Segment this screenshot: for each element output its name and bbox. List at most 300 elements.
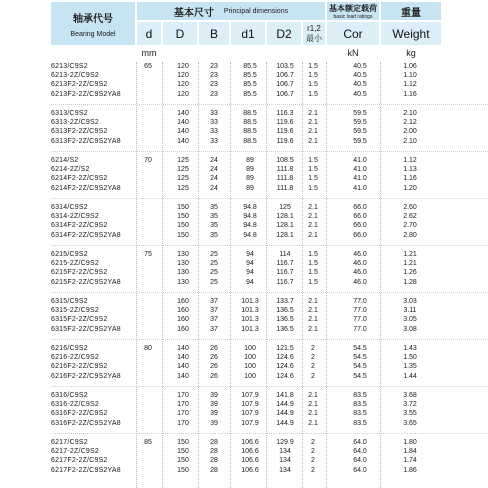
- model-cell: 6316-2Z/C9S2: [51, 401, 99, 409]
- d1-cell: 85.5: [243, 90, 257, 98]
- d1-cell: 106.6: [241, 448, 259, 456]
- outer-diameter-cell: 125: [177, 166, 189, 174]
- outer-diameter-cell: 140: [177, 372, 189, 380]
- outer-diameter-cell: 170: [177, 419, 189, 427]
- group-divider: [51, 339, 488, 340]
- table-row: [0, 315, 488, 324]
- chamfer-cell: 1.5: [308, 269, 318, 277]
- load-rating-cell: 41.0: [353, 175, 367, 183]
- load-rating-cell: 64.0: [353, 439, 367, 446]
- outer-diameter-cell: 170: [177, 392, 189, 399]
- model-header-en: Bearing Model: [70, 30, 116, 38]
- chamfer-cell: 2.1: [308, 222, 318, 230]
- outer-diameter-cell: 140: [177, 345, 189, 352]
- D2-cell: 124.6: [276, 354, 294, 362]
- D2-cell: 129.9: [276, 439, 294, 446]
- outer-diameter-cell: 170: [177, 410, 189, 418]
- D2-cell: 136.5: [276, 325, 294, 333]
- d1-cell: 100: [244, 363, 256, 371]
- table-row: [0, 325, 488, 334]
- D2-cell: 144.9: [276, 401, 294, 409]
- D2-cell: 106.7: [276, 90, 294, 98]
- width-cell: 23: [210, 90, 218, 98]
- outer-diameter-cell: 140: [177, 354, 189, 362]
- table-row: [0, 118, 488, 127]
- d1-cell: 88.5: [243, 110, 257, 117]
- width-cell: 33: [210, 110, 218, 117]
- dims-header-en: Principal dimensions: [223, 7, 289, 15]
- model-cell: 6213/C9S2: [51, 63, 88, 70]
- load-rating-cell: 66.0: [353, 213, 367, 221]
- d-cell: 85: [144, 439, 152, 446]
- table-row: [0, 447, 488, 456]
- width-cell: 25: [210, 269, 218, 277]
- D2-cell: 103.5: [276, 63, 294, 70]
- dims-header-zh: 基本尺寸: [173, 7, 214, 19]
- width-cell: 37: [210, 325, 218, 333]
- chamfer-cell: 2.1: [308, 419, 318, 427]
- d1-cell: 107.9: [241, 410, 259, 418]
- d1-cell: 107.9: [241, 392, 259, 399]
- d-cell: 65: [144, 63, 152, 70]
- load-rating-cell: 77.0: [353, 325, 367, 333]
- width-cell: 39: [210, 401, 218, 409]
- D2-cell: 134: [279, 466, 291, 474]
- D2-cell: 128.1: [276, 213, 294, 221]
- outer-diameter-cell: 130: [177, 260, 189, 268]
- weight-cell: 1.43: [403, 345, 417, 352]
- col-r-label: r1,2: [307, 23, 321, 33]
- width-cell: 39: [210, 419, 218, 427]
- table-row: [0, 109, 488, 118]
- model-cell: 6214-2Z/S2: [51, 166, 90, 174]
- d1-cell: 106.6: [241, 439, 259, 446]
- table-row: [0, 80, 488, 89]
- d1-cell: 106.6: [241, 457, 259, 465]
- model-cell: 6314F2-2Z/C9S2: [51, 222, 108, 230]
- d1-cell: 101.3: [241, 298, 259, 305]
- outer-diameter-cell: 150: [177, 466, 189, 474]
- weight-header-zh: 重量: [401, 7, 421, 19]
- model-cell: 6217-2Z/C9S2: [51, 448, 99, 456]
- d1-cell: 94: [246, 251, 254, 258]
- weight-cell: 2.00: [403, 128, 417, 136]
- weight-cell: 2.70: [403, 222, 417, 230]
- table-row: [0, 90, 488, 99]
- width-cell: 28: [210, 457, 218, 465]
- weight-cell: 1.84: [403, 448, 417, 456]
- weight-cell: 1.16: [403, 175, 417, 183]
- weight-cell: 1.16: [403, 90, 417, 98]
- weight-cell: 2.12: [403, 119, 417, 127]
- model-cell: 6216F2-2Z/C9S2YA8: [51, 372, 121, 380]
- unit-kN: kN: [347, 47, 359, 58]
- col-B-label: B: [209, 26, 218, 41]
- weight-cell: 1.20: [403, 184, 417, 192]
- D2-cell: 124.6: [276, 372, 294, 380]
- table-row: [0, 456, 488, 465]
- width-cell: 25: [210, 278, 218, 286]
- d1-cell: 107.9: [241, 401, 259, 409]
- table-header: [0, 0, 488, 59]
- model-cell: 6217/C9S2: [51, 439, 88, 446]
- chamfer-cell: 2.1: [308, 392, 318, 399]
- d1-cell: 85.5: [243, 72, 257, 80]
- d1-cell: 94: [246, 269, 254, 277]
- d1-cell: 101.3: [241, 325, 259, 333]
- load-rating-cell: 40.5: [353, 81, 367, 89]
- model-cell: 6215F2-2Z/C9S2: [51, 269, 108, 277]
- load-rating-cell: 77.0: [353, 307, 367, 315]
- load-header-en: basic load ratings: [333, 13, 373, 20]
- width-cell: 26: [210, 372, 218, 380]
- chamfer-cell: 2: [311, 448, 315, 456]
- D2-cell: 108.5: [276, 157, 294, 164]
- width-cell: 35: [210, 204, 218, 211]
- model-cell: 6316F2-2Z/C9S2: [51, 410, 108, 418]
- col-d1-label: d1: [241, 26, 255, 41]
- width-cell: 24: [210, 166, 218, 174]
- load-rating-cell: 46.0: [353, 278, 367, 286]
- D2-cell: 116.7: [276, 278, 294, 286]
- weight-cell: 1.86: [403, 466, 417, 474]
- width-cell: 25: [210, 260, 218, 268]
- table-row: [0, 156, 488, 165]
- table-row: [0, 137, 488, 146]
- group-divider: [51, 386, 488, 387]
- table-row: [0, 250, 488, 259]
- D2-cell: 106.7: [276, 81, 294, 89]
- outer-diameter-cell: 140: [177, 128, 189, 136]
- D2-cell: 111.8: [276, 166, 294, 174]
- d1-cell: 94: [246, 260, 254, 268]
- table-row: [0, 466, 488, 475]
- group-divider: [51, 292, 488, 293]
- model-cell: 6313/C9S2: [51, 110, 88, 117]
- load-header-zh: 基本额定载荷: [329, 3, 377, 13]
- weight-cell: 1.44: [403, 372, 417, 380]
- model-cell: 6215-2Z/C9S2: [51, 260, 99, 268]
- load-rating-cell: 59.5: [353, 137, 367, 145]
- D2-cell: 125: [279, 204, 291, 211]
- chamfer-cell: 2: [311, 345, 315, 352]
- D2-cell: 121.5: [276, 345, 294, 352]
- load-header: [327, 2, 379, 20]
- d1-cell: 88.5: [243, 128, 257, 136]
- col-weight: [381, 22, 441, 45]
- load-rating-cell: 64.0: [353, 448, 367, 456]
- D2-cell: 134: [279, 457, 291, 465]
- model-cell: 6313F2-2Z/C9S2: [51, 128, 108, 136]
- dims-header: [137, 2, 325, 20]
- load-rating-cell: 83.5: [353, 401, 367, 409]
- d1-cell: 100: [244, 372, 256, 380]
- model-cell: 6215/C9S2: [51, 251, 88, 258]
- d1-cell: 88.5: [243, 119, 257, 127]
- table-row: [0, 184, 488, 193]
- load-rating-cell: 41.0: [353, 166, 367, 174]
- table-row: [0, 306, 488, 315]
- D2-cell: 116.7: [276, 269, 294, 277]
- load-rating-cell: 40.5: [353, 63, 367, 70]
- D2-cell: 136.5: [276, 307, 294, 315]
- chamfer-cell: 1.5: [308, 175, 318, 183]
- D2-cell: 119.6: [276, 137, 294, 145]
- model-cell: 6315/C9S2: [51, 298, 88, 305]
- D2-cell: 119.6: [276, 119, 294, 127]
- load-rating-cell: 66.0: [353, 222, 367, 230]
- col-cor-label: Cor: [343, 26, 363, 41]
- model-cell: 6216F2-2Z/C9S2: [51, 363, 108, 371]
- model-cell: 6214/S2: [51, 157, 79, 164]
- width-cell: 39: [210, 410, 218, 418]
- model-cell: 6315-2Z/C9S2: [51, 307, 99, 315]
- col-D-label: D: [175, 26, 185, 41]
- load-rating-cell: 41.0: [353, 157, 367, 164]
- outer-diameter-cell: 170: [177, 401, 189, 409]
- col-d-label: d: [145, 26, 153, 41]
- chamfer-cell: 2.1: [308, 316, 318, 324]
- d1-cell: 94.8: [243, 204, 257, 211]
- width-cell: 28: [210, 466, 218, 474]
- chamfer-cell: 1.5: [308, 157, 318, 164]
- weight-cell: 1.28: [403, 278, 417, 286]
- d-cell: 80: [144, 345, 152, 352]
- unit-mm: mm: [141, 47, 157, 58]
- unit-kg: kg: [406, 47, 416, 58]
- col-d1: [231, 22, 265, 45]
- outer-diameter-cell: 150: [177, 457, 189, 465]
- D2-cell: 128.1: [276, 231, 294, 239]
- model-cell: 6313-2Z/C9S2: [51, 119, 99, 127]
- width-cell: 23: [210, 72, 218, 80]
- d1-cell: 89: [246, 175, 254, 183]
- load-rating-cell: 66.0: [353, 204, 367, 211]
- d1-cell: 85.5: [243, 81, 257, 89]
- table-row: [0, 391, 488, 400]
- table-row: [0, 372, 488, 381]
- chamfer-cell: 1.5: [308, 72, 318, 80]
- group-divider: [51, 104, 488, 105]
- load-rating-cell: 46.0: [353, 260, 367, 268]
- outer-diameter-cell: 130: [177, 269, 189, 277]
- width-cell: 33: [210, 137, 218, 145]
- outer-diameter-cell: 150: [177, 439, 189, 446]
- model-cell: 6214F2-2Z/C9S2YA8: [51, 184, 121, 192]
- width-cell: 39: [210, 392, 218, 399]
- d1-cell: 89: [246, 166, 254, 174]
- outer-diameter-cell: 130: [177, 278, 189, 286]
- outer-diameter-cell: 160: [177, 325, 189, 333]
- table-row: [0, 438, 488, 447]
- chamfer-cell: 2: [311, 457, 315, 465]
- weight-cell: 1.12: [403, 81, 417, 89]
- d1-cell: 89: [246, 157, 254, 164]
- weight-cell: 3.11: [403, 307, 417, 315]
- load-rating-cell: 64.0: [353, 466, 367, 474]
- chamfer-cell: 2.1: [308, 401, 318, 409]
- model-cell: 6215F2-2Z/C9S2YA8: [51, 278, 121, 286]
- D2-cell: 134: [279, 448, 291, 456]
- model-cell: 6314/C9S2: [51, 204, 88, 211]
- chamfer-cell: 2: [311, 372, 315, 380]
- model-cell: 6216-2Z/C9S2: [51, 354, 99, 362]
- load-rating-cell: 54.5: [353, 372, 367, 380]
- col-D: [163, 22, 197, 45]
- model-cell: 6314-2Z/C9S2: [51, 213, 99, 221]
- chamfer-cell: 2.1: [308, 119, 318, 127]
- weight-cell: 2.62: [403, 213, 417, 221]
- load-rating-cell: 41.0: [353, 184, 367, 192]
- outer-diameter-cell: 140: [177, 119, 189, 127]
- chamfer-cell: 2.1: [308, 307, 318, 315]
- load-rating-cell: 40.5: [353, 72, 367, 80]
- width-cell: 26: [210, 354, 218, 362]
- D2-cell: 106.7: [276, 72, 294, 80]
- d1-cell: 100: [244, 345, 256, 352]
- table-row: [0, 259, 488, 268]
- weight-cell: 1.21: [403, 251, 417, 258]
- outer-diameter-cell: 125: [177, 175, 189, 183]
- width-cell: 25: [210, 251, 218, 258]
- table-row: [0, 212, 488, 221]
- weight-header: [381, 2, 441, 20]
- table-row: [0, 221, 488, 230]
- d1-cell: 94.8: [243, 213, 257, 221]
- load-rating-cell: 54.5: [353, 345, 367, 352]
- d1-cell: 106.6: [241, 466, 259, 474]
- D2-cell: 116.3: [276, 110, 294, 117]
- d1-cell: 107.9: [241, 419, 259, 427]
- table-row: [0, 203, 488, 212]
- d1-cell: 88.5: [243, 137, 257, 145]
- weight-cell: 1.13: [403, 166, 417, 174]
- outer-diameter-cell: 125: [177, 157, 189, 164]
- chamfer-cell: 2.1: [308, 137, 318, 145]
- load-rating-cell: 77.0: [353, 316, 367, 324]
- table-row: [0, 344, 488, 353]
- model-cell: 6315F2-2Z/C9S2: [51, 316, 108, 324]
- outer-diameter-cell: 120: [177, 63, 189, 70]
- outer-diameter-cell: 140: [177, 363, 189, 371]
- table-row: [0, 297, 488, 306]
- col-r-zh: 最小: [306, 33, 322, 43]
- d1-cell: 101.3: [241, 307, 259, 315]
- D2-cell: 114: [279, 251, 291, 258]
- width-cell: 24: [210, 184, 218, 192]
- D2-cell: 141.8: [276, 392, 294, 399]
- col-cor: [327, 22, 379, 45]
- outer-diameter-cell: 140: [177, 110, 189, 117]
- weight-cell: 2.10: [403, 110, 417, 117]
- outer-diameter-cell: 150: [177, 213, 189, 221]
- outer-diameter-cell: 160: [177, 316, 189, 324]
- weight-cell: 2.80: [403, 231, 417, 239]
- width-cell: 37: [210, 298, 218, 305]
- weight-cell: 3.68: [403, 392, 417, 399]
- outer-diameter-cell: 150: [177, 222, 189, 230]
- D2-cell: 119.6: [276, 128, 294, 136]
- table-row: [0, 409, 488, 418]
- d1-cell: 94.8: [243, 222, 257, 230]
- chamfer-cell: 1.5: [308, 278, 318, 286]
- model-header: [51, 2, 135, 45]
- D2-cell: 128.1: [276, 222, 294, 230]
- load-rating-cell: 59.5: [353, 119, 367, 127]
- table-row: [0, 62, 488, 71]
- model-cell: 6213F2-2Z/C9S2YA8: [51, 90, 121, 98]
- outer-diameter-cell: 160: [177, 307, 189, 315]
- D2-cell: 116.7: [276, 260, 294, 268]
- weight-cell: 3.08: [403, 325, 417, 333]
- table-row: [0, 362, 488, 371]
- d1-cell: 94.8: [243, 231, 257, 239]
- weight-cell: 1.10: [403, 72, 417, 80]
- outer-diameter-cell: 150: [177, 231, 189, 239]
- load-rating-cell: 83.5: [353, 392, 367, 399]
- outer-diameter-cell: 150: [177, 448, 189, 456]
- weight-cell: 1.74: [403, 457, 417, 465]
- table-row: [0, 400, 488, 409]
- weight-cell: 1.50: [403, 354, 417, 362]
- load-rating-cell: 54.5: [353, 363, 367, 371]
- group-divider: [51, 433, 488, 434]
- load-rating-cell: 77.0: [353, 298, 367, 305]
- chamfer-cell: 2: [311, 466, 315, 474]
- d1-cell: 94: [246, 278, 254, 286]
- d1-cell: 85.5: [243, 63, 257, 70]
- model-cell: 6315F2-2Z/C9S2YA8: [51, 325, 121, 333]
- chamfer-cell: 2.1: [308, 410, 318, 418]
- weight-cell: 1.26: [403, 269, 417, 277]
- chamfer-cell: 1.5: [308, 63, 318, 70]
- col-B: [199, 22, 229, 45]
- width-cell: 37: [210, 316, 218, 324]
- width-cell: 26: [210, 345, 218, 352]
- model-cell: 6214F2-2Z/C9S2: [51, 175, 108, 183]
- outer-diameter-cell: 140: [177, 137, 189, 145]
- D2-cell: 133.7: [276, 298, 294, 305]
- load-rating-cell: 83.5: [353, 410, 367, 418]
- model-cell: 6314F2-2Z/C9S2YA8: [51, 231, 121, 239]
- model-cell: 6313F2-2Z/C9S2YA8: [51, 137, 121, 145]
- load-rating-cell: 66.0: [353, 231, 367, 239]
- table-row: [0, 165, 488, 174]
- chamfer-cell: 2: [311, 439, 315, 446]
- table-row: [0, 127, 488, 136]
- chamfer-cell: 1.5: [308, 260, 318, 268]
- model-cell: 6217F2-2Z/C9S2: [51, 457, 108, 465]
- table-row: [0, 419, 488, 428]
- outer-diameter-cell: 130: [177, 251, 189, 258]
- model-cell: 6217F2-2Z/C9S2YA8: [51, 466, 121, 474]
- load-rating-cell: 64.0: [353, 457, 367, 465]
- D2-cell: 111.8: [276, 175, 294, 183]
- outer-diameter-cell: 120: [177, 72, 189, 80]
- load-rating-cell: 83.5: [353, 419, 367, 427]
- d1-cell: 101.3: [241, 316, 259, 324]
- weight-cell: 1.12: [403, 157, 417, 164]
- width-cell: 26: [210, 363, 218, 371]
- width-cell: 33: [210, 119, 218, 127]
- chamfer-cell: 2.1: [308, 204, 318, 211]
- model-cell: 6213F2-2Z/C9S2: [51, 81, 108, 89]
- width-cell: 23: [210, 63, 218, 70]
- d-cell: 70: [144, 157, 152, 164]
- D2-cell: 124.6: [276, 363, 294, 371]
- load-rating-cell: 54.5: [353, 354, 367, 362]
- width-cell: 24: [210, 157, 218, 164]
